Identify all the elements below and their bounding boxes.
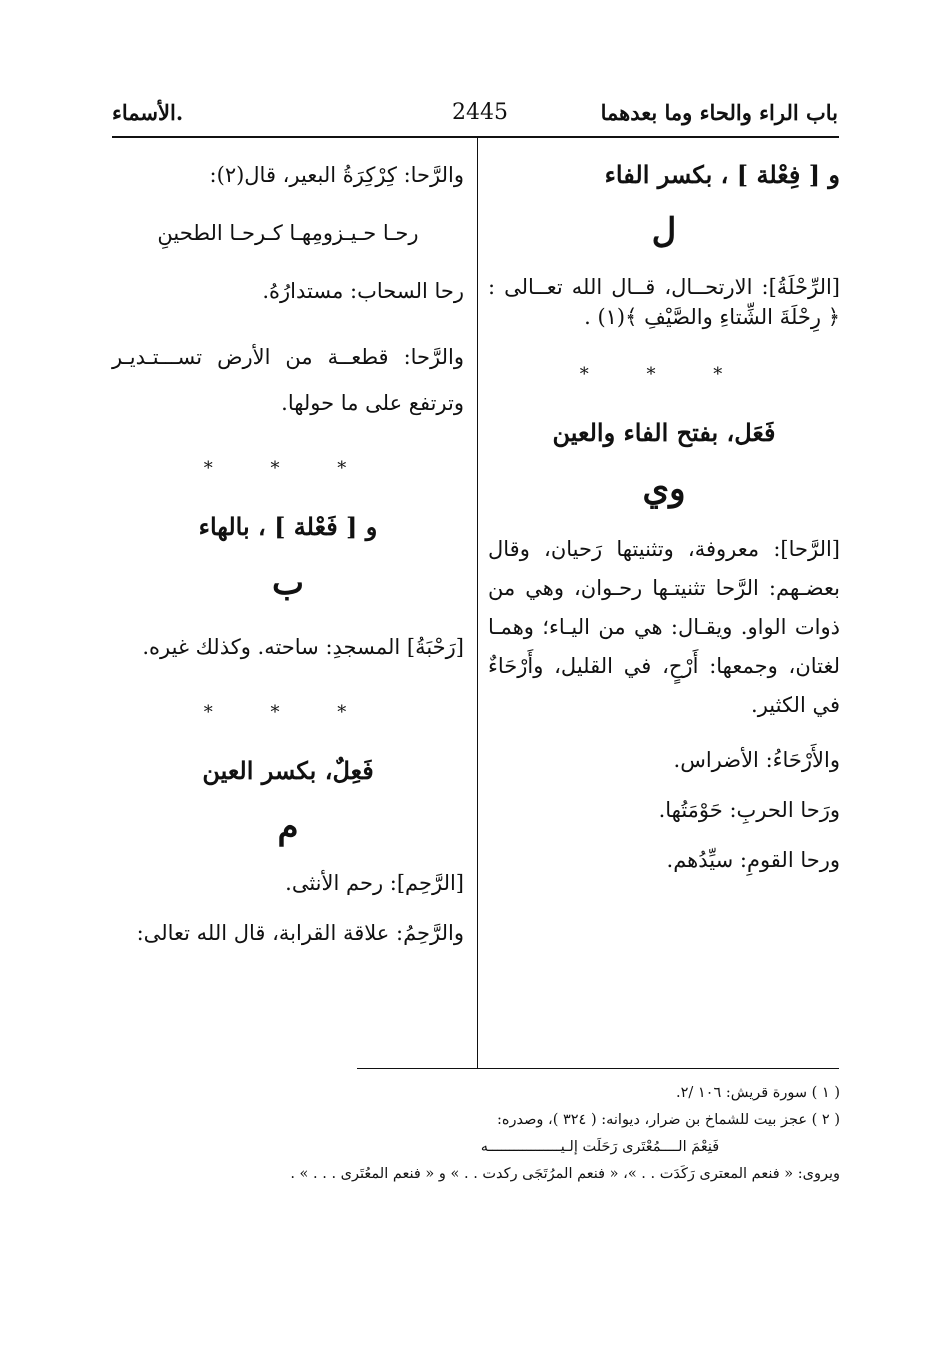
root-letter: ب xyxy=(271,563,304,603)
root-letter: وي xyxy=(642,469,686,509)
root-letter: م xyxy=(277,807,299,847)
footnote-2-variants: ويروى: « فنعم المعترى رَكَدَت . . »، « فنعم المرُتَجَى ركدت . . » و « فنعم المعُتَرى . . . » . xyxy=(290,1166,840,1182)
poetry-verse: رحـا حـيـزومِهـا كـرحـا الطحينِ xyxy=(157,221,419,245)
entry-rahim-kinship: والرَّحِمُ: علاقة القرابة، قال الله تعالى: xyxy=(136,921,464,945)
footnote-rule xyxy=(357,1068,839,1069)
entry-arhaa: والأَرْحَاءُ: الأضراس. xyxy=(673,748,840,772)
header-rule xyxy=(112,136,839,138)
separator-stars: * * * xyxy=(579,364,749,385)
entry-raha-harb: ورَحا الحربِ: حَوْمَتُها. xyxy=(658,798,840,822)
entry-ard: والرَّحا: قطعــة من الأرض تســـتـديـر وترتفع على ما حولها. xyxy=(112,345,464,415)
entry-raha-qawm: ورحا القومِ: سيِّدُهم. xyxy=(666,848,840,872)
separator-stars: * * * xyxy=(203,702,373,723)
page-number: 2445 xyxy=(452,100,508,125)
entry-sahab: رحا السحاب: مستدارُهُ. xyxy=(262,279,464,303)
root-letter: ل xyxy=(651,211,677,251)
entry-karkara: والرَّحا: كِرْكِرَةُ البعير، قال(٢): xyxy=(209,163,464,187)
right-column xyxy=(488,160,840,895)
section-heading: فَعِلٌ، بكسر العين xyxy=(202,756,374,785)
separator-stars: * * * xyxy=(203,458,373,479)
column-divider xyxy=(477,138,478,1068)
entry-rihla: [الرِّحْلَةُ]: الارتحــال، قــال الله تعــالى : ﴿ رِحْلَةَ الشِّتاءِ والصَّيْفِ ﴾(١) . xyxy=(488,275,840,329)
section-heading: و [ فِعْلة ] ، بكسر الفاء xyxy=(604,160,840,189)
section-heading: و [ فَعْلة ] ، بالهاء xyxy=(198,512,378,541)
left-column xyxy=(112,160,464,968)
running-header-section: .الأسماء xyxy=(112,100,184,125)
footnotes xyxy=(240,1080,840,1188)
entry-rahba: [رَحْبَةُ] المسجدِ: ساحته. وكذلك غيره. xyxy=(142,635,464,659)
footnote-2-verse: فَنِعْمَ الــــمُعْتَرى رَحَلَت إلـيـــــــــــــــــه xyxy=(480,1139,720,1155)
entry-raha: [الرَّحا]: معروفة، وتثنيتها رَحيان، وقال بعضـهم: الرَّحا تثنيتـها رحـوان، وهي من ذوات الواو. ويقـال: هي من اليـاء؛ وهمـا لغتان، وجمعها: أَرْحٍ، في القليل، وأَرْحَاءٌ في الكثير. xyxy=(488,537,840,717)
footnote-1: ( ١ ) سورة قريش: ١٠٦ /٢. xyxy=(675,1085,840,1101)
running-header-chapter: باب الراء والحاء وما بعدهما xyxy=(600,100,838,125)
footnote-2: ( ٢ ) عجز بيت للشماخ بن ضرار، ديوانه: ( ٣٢٤ )، وصدره: xyxy=(497,1112,840,1128)
entry-rahim-female: [الرَّحِم]: رحم الأنثى. xyxy=(285,871,464,895)
section-heading: فَعَل، بفتح الفاء والعين xyxy=(552,418,776,447)
